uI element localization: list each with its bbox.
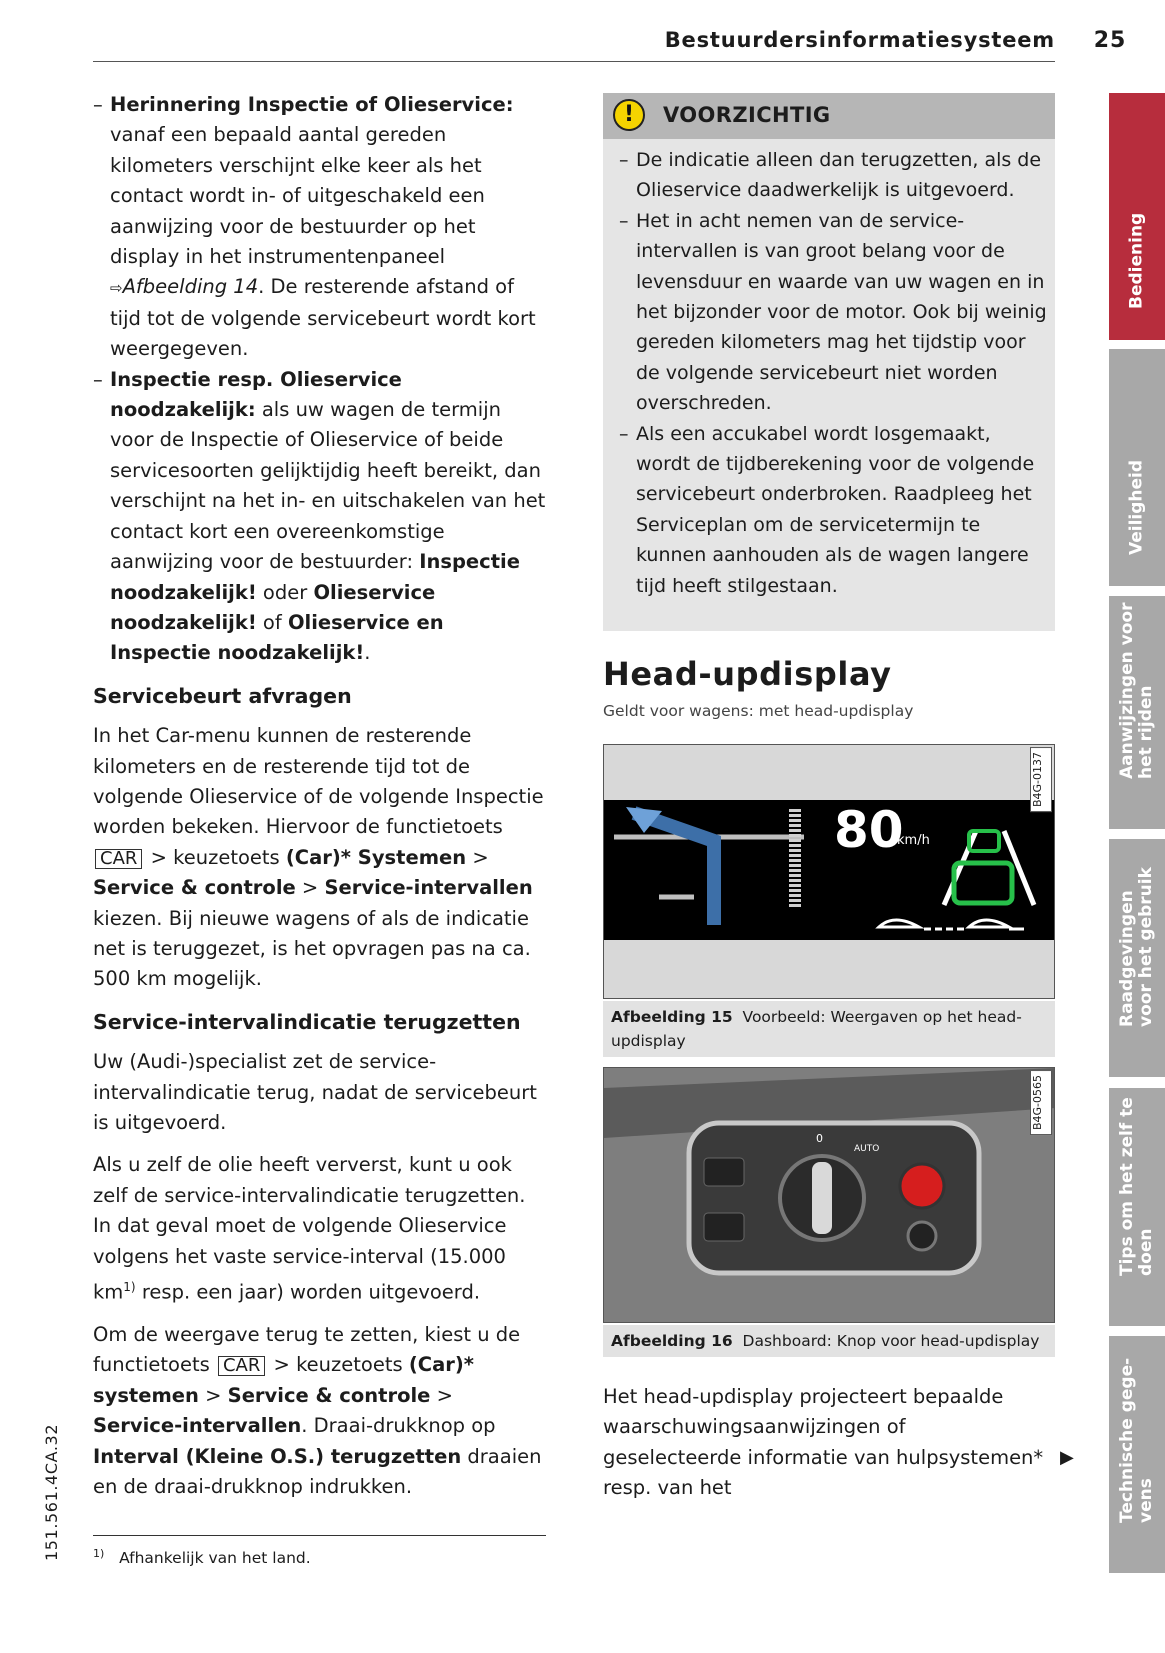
dashboard-illustration [604, 1068, 1055, 1323]
caption-label: Afbeelding 15 [611, 1008, 733, 1026]
required-item [93, 365, 548, 669]
footnote-mark: 1) [123, 1280, 136, 1295]
tab-aanwijzingen[interactable] [1109, 596, 1165, 829]
tab-label-line1: Veiligheid [1126, 459, 1147, 555]
required-text-2: oder [256, 580, 314, 604]
tab-label-line2: voor het gebruik [1136, 867, 1156, 1027]
running-header: Bestuurdersinformatiesysteem [664, 28, 1055, 52]
figure-16-caption [603, 1325, 1055, 1357]
tab-label-line2: het rijden [1136, 685, 1156, 779]
servicebeurt-text-4: > [295, 876, 325, 900]
caption-text: Dashboard: Knop voor head-updisplay [742, 1332, 1040, 1350]
menu-service-intervallen: Service-intervallen [324, 876, 533, 900]
caution-item: – De indicatie alleen dan terugzetten, als de Olieservice daadwerkelijk is uitgevoerd. [619, 145, 1049, 206]
heading-servicebeurt: Servicebeurt afvragen [93, 683, 352, 708]
required-text-3: of [256, 610, 288, 634]
heading-reset: Service-intervalindicatie terugzetten [93, 1009, 521, 1034]
figure-hud-display [603, 744, 1055, 999]
hud-height-button [908, 1222, 936, 1250]
applies-to-note: Geldt voor wagens: met head-updisplay [603, 702, 914, 720]
menu-car-systemen: (Car)* systemen [93, 1353, 474, 1407]
required-msg-inspection: Inspectie noodzakelijk! [110, 550, 520, 604]
document-code [42, 1423, 64, 1580]
caution-item: – Het in acht nemen van de service-intervallen is van groot belang voor de levensduur en waarde van uw wagen en in het bijzonder voor de motor. Ook bij weinig gereden kilometers mag het tijdstip voor de volgende servicebeurt niet worden overschreden. [619, 206, 1049, 419]
figure-reference-link[interactable]: Afbeelding 14 [122, 275, 259, 299]
caution-list [619, 145, 1049, 601]
tab-label-line1: Technische gege- [1117, 1357, 1137, 1523]
section-title: Head-updisplay [603, 655, 892, 693]
footnote-text: Afhankelijk van het land. [119, 1549, 311, 1568]
tab-technische-gegevens[interactable] [1109, 1336, 1165, 1573]
reminder-item [93, 90, 548, 365]
servicebeurt-text-5: kiezen. Bij nieuwe wagens of als de indicatie net is teruggezet, is het opvragen pas na ca. 500 km mogelijk. [93, 906, 531, 991]
menu-interval-reset: Interval (Kleine O.S.) terugzetten [93, 1444, 462, 1468]
zero-label: 0 [816, 1132, 823, 1145]
tab-label-line2: vens [1136, 1478, 1156, 1523]
speed-readout: 80 [834, 801, 904, 859]
required-msg-oil: Olieservice noodzakelijk! [110, 580, 436, 634]
reset3-text-6: draaien en de draai-drukknop indrukken. [93, 1444, 542, 1498]
required-text-4: . [364, 641, 371, 665]
reset2-text: Als u zelf de olie heeft ververst, kunt u ook zelf de service-intervalindicatie terugzetten. In dat geval moet de volgende Olieservice volgens het vaste service-interval (15.000 km [93, 1153, 526, 1304]
warning-icon: ! [613, 99, 645, 131]
reset3-text-5: . Draai-drukknop op [301, 1414, 496, 1438]
required-label: Inspectie resp. Olieservice noodzakelijk: [110, 367, 402, 422]
caution-header [603, 93, 1055, 139]
tab-veiligheid[interactable] [1109, 349, 1165, 586]
footnote-rule [93, 1535, 546, 1536]
caution-box [603, 93, 1055, 631]
hud-button[interactable] [900, 1164, 944, 1208]
reset3-text-3: > [198, 1383, 228, 1407]
paragraph-reset-1: Uw (Audi-)specialist zet de service-intervalindicatie terug, nadat de servicebeurt is uitgevoerd. [93, 1050, 537, 1134]
servicebeurt-text: In het Car-menu kunnen de resterende kilometers en de resterende tijd tot de volgende Olieservice of de volgende Inspectie worden bekeken. Hiervoor de functietoets [93, 724, 544, 839]
tab-label-line1: Aanwijzingen voor [1117, 602, 1137, 779]
paragraph-reset-2 [93, 1150, 548, 1308]
caption-text: Voorbeeld: Weergaven op het head-updisplay [611, 1008, 1022, 1050]
car-key: CAR [218, 1356, 265, 1376]
reminder-text-end: . De resterende afstand of tijd tot de volgende servicebeurt wordt kort weergegeven. [110, 275, 536, 361]
footnote [93, 1547, 311, 1567]
reset3-text-4: > [430, 1383, 453, 1407]
reminder-label: Herinnering Inspectie of Olieservice: [110, 93, 514, 116]
tab-label-line2: doen [1136, 1228, 1156, 1276]
reset3-text: Om de weergave terug te zetten, kiest u de functietoets [93, 1322, 521, 1377]
menu-car-systemen: (Car)* Systemen [285, 845, 467, 869]
reset2-text-2: resp. een jaar) worden uitgevoerd. [135, 1280, 481, 1304]
caution-item: – Als een accukabel wordt losgemaakt, wordt de tijdberekening voor de volgende servicebeurt onderbroken. Raadpleeg het Serviceplan om de servicetermijn te kunnen aanhouden als de wagen langere tijd heeft stilgestaan. [619, 419, 1049, 601]
next-page-arrow-icon[interactable]: ▶ [1060, 1447, 1074, 1468]
tab-tips[interactable] [1109, 1088, 1165, 1326]
reminder-text: vanaf een bepaald aantal gereden kilometers verschijnt elke keer als het contact wordt in- of uitgeschakeld een aanwijzing voor de bestuurder op het display in het instrumentenpaneel [110, 123, 485, 269]
tab-label-line1: Raadgevingen [1117, 890, 1137, 1027]
caption-label: Afbeelding 16 [611, 1332, 733, 1350]
reset3-text-2: > keuzetoets [267, 1353, 409, 1377]
hud-illustration [604, 745, 1055, 999]
page-number: 25 [1093, 28, 1127, 53]
footnote-number: 1) [93, 1547, 105, 1560]
figure-dashboard-knob [603, 1067, 1055, 1323]
tab-label-line1: Bediening [1126, 212, 1147, 309]
tab-raadgevingen[interactable] [1109, 839, 1165, 1077]
caution-title: VOORZICHTIG [663, 103, 831, 127]
auto-label: AUTO [854, 1144, 880, 1154]
figure-code: B4G-0565 [1030, 1070, 1052, 1135]
servicebeurt-text-3: > [466, 845, 489, 869]
paragraph-reset-3 [93, 1320, 548, 1502]
car-key: CAR [95, 849, 142, 869]
arrow-right-icon: ⇨ [110, 279, 123, 298]
figure-15-caption [603, 1001, 1055, 1057]
tab-bediening[interactable] [1109, 93, 1165, 340]
header-rule [93, 61, 1055, 62]
menu-service-controle: Service & controle [227, 1383, 431, 1407]
document-code-text: 151.561.4CA.32 [42, 1423, 61, 1561]
paragraph-servicebeurt [93, 721, 548, 995]
menu-service-controle: Service & controle [93, 876, 296, 900]
speed-unit: km/h [897, 833, 930, 848]
left-column [93, 90, 548, 1502]
hud-body-text: Het head-updisplay projecteert bepaalde waarschuwingsaanwijzingen of geselecteerde informatie van hulpsystemen* resp. van het [603, 1385, 1044, 1500]
menu-service-intervallen: Service-intervallen [93, 1414, 302, 1438]
required-msg-both: Olieservice en Inspectie noodzakelijk! [110, 610, 444, 665]
tab-label-line1: Tips om het zelf te [1117, 1097, 1137, 1276]
figure-code: B4G-0137 [1030, 747, 1052, 812]
servicebeurt-text-2: > keuzetoets [144, 845, 286, 869]
required-text: als uw wagen de termijn voor de Inspectie of Olieservice of beide servicesoorten gelijktijdig heeft bereikt, dan verschijnt na het in- en uitschakelen van het contact kort een overeenkomstige aanwijzing voor de bestuurder: [110, 398, 546, 574]
